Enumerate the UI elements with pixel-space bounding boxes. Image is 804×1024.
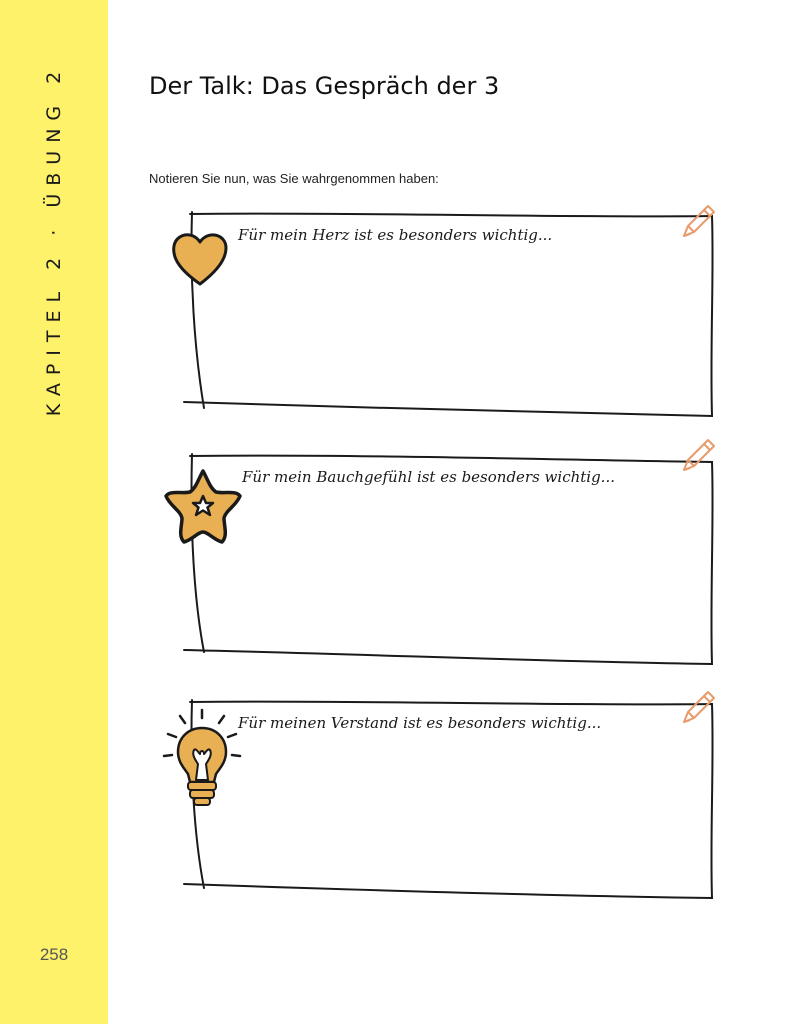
notes-box-heart[interactable] [160, 198, 740, 438]
star-icon [162, 466, 244, 548]
pencil-icon [678, 686, 720, 728]
page-number: 258 [39, 945, 69, 964]
pencil-icon [678, 200, 720, 242]
box-prompt: Für mein Herz ist es besonders wichtig... [238, 226, 553, 244]
heart-icon [168, 226, 232, 290]
pencil-icon [678, 434, 720, 476]
page-title: Der Talk: Das Gespräch der 3 [149, 72, 500, 100]
notes-box-lightbulb[interactable] [160, 686, 740, 926]
box-prompt: Für meinen Verstand ist es besonders wichtig... [238, 714, 602, 732]
intro-text: Notieren Sie nun, was Sie wahrgenommen haben: [149, 171, 439, 186]
chapter-sidebar [0, 0, 108, 1024]
chapter-label: KAPITEL 2 · ÜBUNG 2 [43, 63, 65, 417]
box-prompt: Für mein Bauchgefühl ist es besonders wichtig... [242, 468, 615, 486]
lightbulb-icon [160, 706, 244, 810]
notes-box-star[interactable] [160, 440, 740, 680]
